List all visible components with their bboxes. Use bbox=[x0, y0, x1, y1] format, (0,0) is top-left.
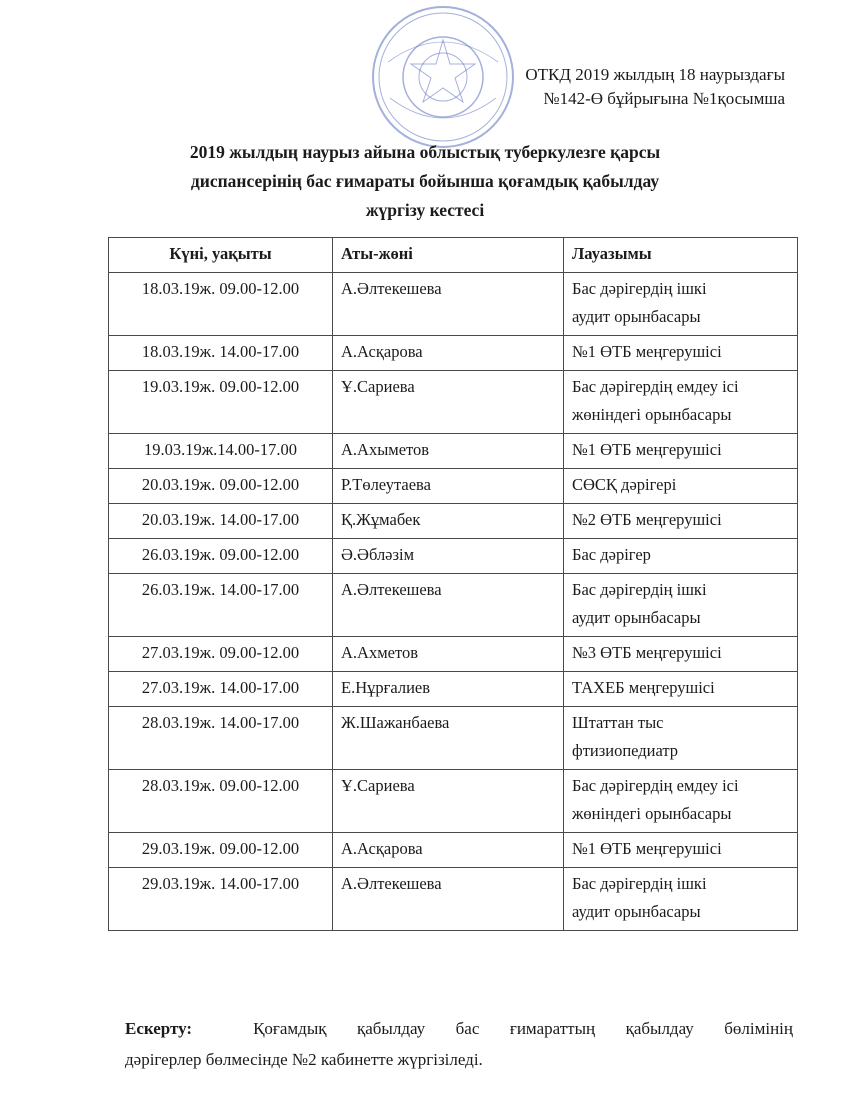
cell-name: А.Асқарова bbox=[333, 833, 564, 868]
cell-position bbox=[564, 833, 798, 868]
cell-position bbox=[564, 504, 798, 539]
cell-name: Ұ.Сариева bbox=[333, 770, 564, 833]
table-header-row bbox=[109, 238, 798, 273]
cell-name: А.Ахметов bbox=[333, 637, 564, 672]
position-line2: аудит орынбасары bbox=[572, 608, 701, 627]
cell-date-time: 28.03.19ж. 14.00-17.00 bbox=[109, 707, 333, 770]
table-row bbox=[109, 833, 798, 868]
table-row bbox=[109, 469, 798, 504]
cell-name: Ұ.Сариева bbox=[333, 371, 564, 434]
cell-position bbox=[564, 434, 798, 469]
table-row bbox=[109, 504, 798, 539]
position-line1: №1 ӨТБ меңгерушісі bbox=[572, 342, 722, 361]
cell-position bbox=[564, 539, 798, 574]
cell-position bbox=[564, 336, 798, 371]
cell-date-time: 18.03.19ж. 14.00-17.00 bbox=[109, 336, 333, 371]
table-row bbox=[109, 273, 798, 336]
cell-date-time: 28.03.19ж. 09.00-12.00 bbox=[109, 770, 333, 833]
position-line1: Бас дәрігер bbox=[572, 545, 651, 564]
position-line2: жөніндегі орынбасары bbox=[572, 804, 732, 823]
reception-schedule-table bbox=[108, 237, 798, 931]
cell-date-time: 20.03.19ж. 14.00-17.00 bbox=[109, 504, 333, 539]
cell-date-time: 27.03.19ж. 14.00-17.00 bbox=[109, 672, 333, 707]
note-paragraph bbox=[125, 1013, 793, 1075]
table-row bbox=[109, 672, 798, 707]
position-line1: СӨСҚ дәрігері bbox=[572, 475, 677, 494]
table-row bbox=[109, 371, 798, 434]
cell-name: Р.Төлеутаева bbox=[333, 469, 564, 504]
position-line1: №3 ӨТБ меңгерушісі bbox=[572, 643, 722, 662]
cell-date-time: 19.03.19ж.14.00-17.00 bbox=[109, 434, 333, 469]
table-row bbox=[109, 434, 798, 469]
position-line2: жөніндегі орынбасары bbox=[572, 405, 732, 424]
position-line1: Бас дәрігердің емдеу ісі bbox=[572, 377, 739, 396]
position-line1: Штаттан тыс bbox=[572, 713, 664, 732]
official-seal-stamp bbox=[368, 2, 518, 152]
cell-date-time: 18.03.19ж. 09.00-12.00 bbox=[109, 273, 333, 336]
cell-position bbox=[564, 273, 798, 336]
cell-date-time: 29.03.19ж. 09.00-12.00 bbox=[109, 833, 333, 868]
note-label: Ескерту: bbox=[125, 1019, 193, 1038]
position-line1: Бас дәрігердің ішкі bbox=[572, 580, 707, 599]
table-row bbox=[109, 707, 798, 770]
cell-position bbox=[564, 672, 798, 707]
position-line1: Бас дәрігердің емдеу ісі bbox=[572, 776, 739, 795]
position-line1: Бас дәрігердің ішкі bbox=[572, 874, 707, 893]
column-header-date-time: Күні, уақыты bbox=[109, 238, 333, 273]
cell-position bbox=[564, 371, 798, 434]
column-header-name: Аты-жөні bbox=[333, 238, 564, 273]
table-row bbox=[109, 539, 798, 574]
cell-position bbox=[564, 707, 798, 770]
cell-position bbox=[564, 574, 798, 637]
cell-name: А.Әлтекешева bbox=[333, 273, 564, 336]
cell-name: А.Ахыметов bbox=[333, 434, 564, 469]
cell-date-time: 27.03.19ж. 09.00-12.00 bbox=[109, 637, 333, 672]
table-row bbox=[109, 637, 798, 672]
column-header-position: Лауазымы bbox=[564, 238, 798, 273]
position-line2: фтизиопедиатр bbox=[572, 741, 679, 760]
cell-position bbox=[564, 469, 798, 504]
position-line2: аудит орынбасары bbox=[572, 307, 701, 326]
note-text-line2: дәрігерлер бөлмесінде №2 кабинетте жүргізіледі. bbox=[125, 1050, 483, 1069]
cell-name: А.Асқарова bbox=[333, 336, 564, 371]
document-title bbox=[110, 138, 740, 225]
position-line1: №2 ӨТБ меңгерушісі bbox=[572, 510, 722, 529]
cell-name: Е.Нұрғалиев bbox=[333, 672, 564, 707]
cell-name: Қ.Жұмабек bbox=[333, 504, 564, 539]
title-line2: диспансерінің бас ғимараты бойынша қоғамдық қабылдау bbox=[190, 171, 660, 191]
position-line1: Бас дәрігердің ішкі bbox=[572, 279, 707, 298]
cell-date-time: 19.03.19ж. 09.00-12.00 bbox=[109, 371, 333, 434]
order-reference-line1: ОТКД 2019 жылдың 18 наурыздағы bbox=[525, 65, 785, 84]
order-reference bbox=[525, 63, 785, 111]
cell-date-time: 26.03.19ж. 09.00-12.00 bbox=[109, 539, 333, 574]
cell-position bbox=[564, 770, 798, 833]
cell-date-time: 29.03.19ж. 14.00-17.00 bbox=[109, 868, 333, 931]
cell-date-time: 20.03.19ж. 09.00-12.00 bbox=[109, 469, 333, 504]
cell-name: А.Әлтекешева bbox=[333, 868, 564, 931]
table-row bbox=[109, 868, 798, 931]
position-line1: №1 ӨТБ меңгерушісі bbox=[572, 839, 722, 858]
cell-position bbox=[564, 868, 798, 931]
position-line1: ТАХЕБ меңгерушісі bbox=[572, 678, 715, 697]
cell-name: А.Әлтекешева bbox=[333, 574, 564, 637]
cell-name: Ж.Шажанбаева bbox=[333, 707, 564, 770]
table-row bbox=[109, 770, 798, 833]
title-line1: 2019 жылдың наурыз айына облыстық туберкулезге қарсы bbox=[189, 142, 661, 162]
cell-position bbox=[564, 637, 798, 672]
table-row bbox=[109, 574, 798, 637]
position-line2: аудит орынбасары bbox=[572, 902, 701, 921]
title-line3: жүргізу кестесі bbox=[365, 200, 485, 220]
note-text-line1: Қоғамдық қабылдау бас ғимараттың қабылдау бөлімінің bbox=[253, 1019, 793, 1038]
order-reference-line2: №142-Ө бұйрығына №1қосымша bbox=[543, 89, 785, 108]
cell-date-time: 26.03.19ж. 14.00-17.00 bbox=[109, 574, 333, 637]
table-row bbox=[109, 336, 798, 371]
position-line1: №1 ӨТБ меңгерушісі bbox=[572, 440, 722, 459]
cell-name: Ә.Әбләзім bbox=[333, 539, 564, 574]
